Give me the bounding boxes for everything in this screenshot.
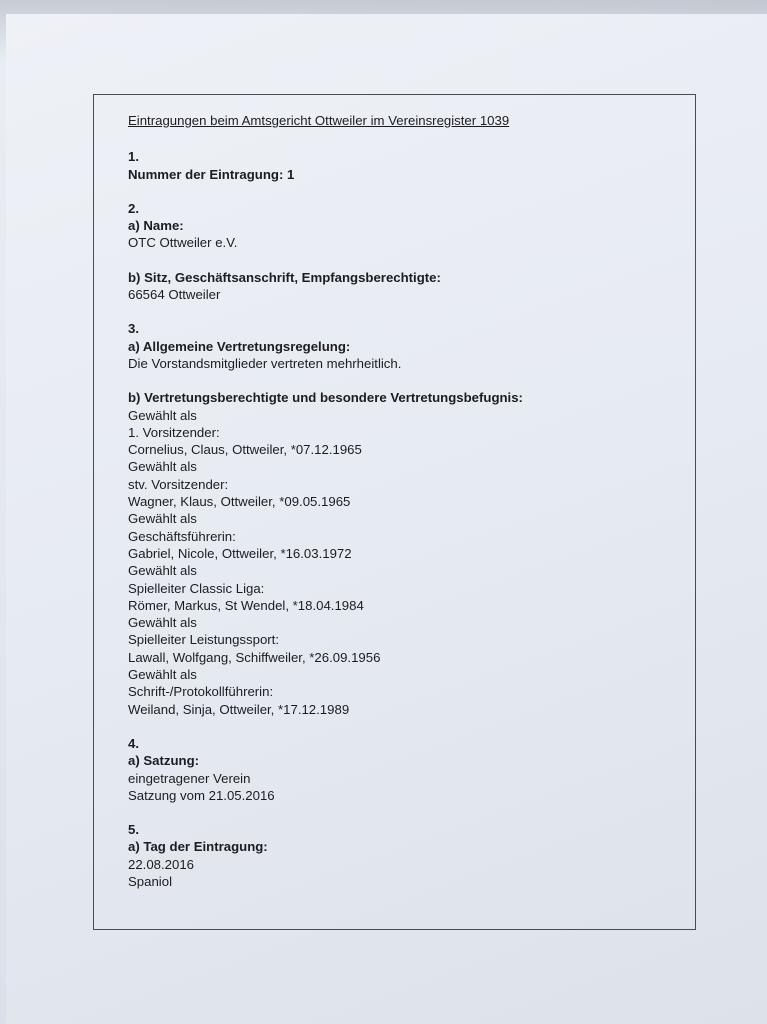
statute-date: Satzung vom 21.05.2016 <box>128 787 275 803</box>
elected-as: Gewählt als <box>128 407 197 423</box>
section-3-number: 3. <box>128 321 139 337</box>
role: Spielleiter Leistungssport: <box>128 632 280 648</box>
register-document <box>128 112 668 890</box>
name-value: OTC Ottweiler e.V. <box>128 235 238 251</box>
section-2-number: 2. <box>128 200 139 216</box>
representative-entry <box>128 562 668 614</box>
elected-as: Gewählt als <box>128 667 197 683</box>
person: Römer, Markus, St Wendel, *18.04.1984 <box>128 597 364 613</box>
general-representation-label: a) Allgemeine Vertretungsregelung: <box>128 338 351 354</box>
statute-type: eingetragener Verein <box>128 770 251 786</box>
elected-as: Gewählt als <box>128 511 197 527</box>
seat-label: b) Sitz, Geschäftsanschrift, Empfangsberechtigte: <box>128 269 441 285</box>
person: Cornelius, Claus, Ottweiler, *07.12.1965 <box>128 442 362 458</box>
representative-entry <box>128 458 668 510</box>
role: Spielleiter Classic Liga: <box>128 580 265 596</box>
statute-label: a) Satzung: <box>128 753 200 769</box>
authorized-representatives-label: b) Vertretungsberechtigte und besondere Vertretungsbefugnis: <box>128 390 523 406</box>
elected-as: Gewählt als <box>128 563 197 579</box>
person: Lawall, Wolfgang, Schiffweiler, *26.09.1956 <box>128 649 381 665</box>
entry-date-label: a) Tag der Eintragung: <box>128 839 268 855</box>
role: 1. Vorsitzender: <box>128 424 220 440</box>
entry-date-value: 22.08.2016 <box>128 856 195 872</box>
elected-as: Gewählt als <box>128 459 197 475</box>
name-label: a) Name: <box>128 218 184 234</box>
section-5-number: 5. <box>128 822 139 838</box>
section-1-number: 1. <box>128 149 139 165</box>
role: Schrift-/Protokollführerin: <box>128 684 274 700</box>
section-4-number: 4. <box>128 735 139 751</box>
entry-number-label: Nummer der Eintragung: 1 <box>128 166 295 182</box>
general-representation-value: Die Vorstandsmitglieder vertreten mehrheitlich. <box>128 355 402 371</box>
role: stv. Vorsitzender: <box>128 476 229 492</box>
seat-value: 66564 Ottweiler <box>128 287 221 303</box>
document-heading: Eintragungen beim Amtsgericht Ottweiler im Vereinsregister 1039 <box>128 113 510 128</box>
representative-entry <box>128 614 668 666</box>
role: Geschäftsführerin: <box>128 528 236 544</box>
person: Wagner, Klaus, Ottweiler, *09.05.1965 <box>128 494 351 510</box>
representative-entry <box>128 510 668 562</box>
person: Weiland, Sinja, Ottweiler, *17.12.1989 <box>128 701 350 717</box>
registrar-name: Spaniol <box>128 873 172 889</box>
person: Gabriel, Nicole, Ottweiler, *16.03.1972 <box>128 545 352 561</box>
representative-entry <box>128 407 668 459</box>
representative-entry <box>128 666 668 718</box>
elected-as: Gewählt als <box>128 615 197 631</box>
